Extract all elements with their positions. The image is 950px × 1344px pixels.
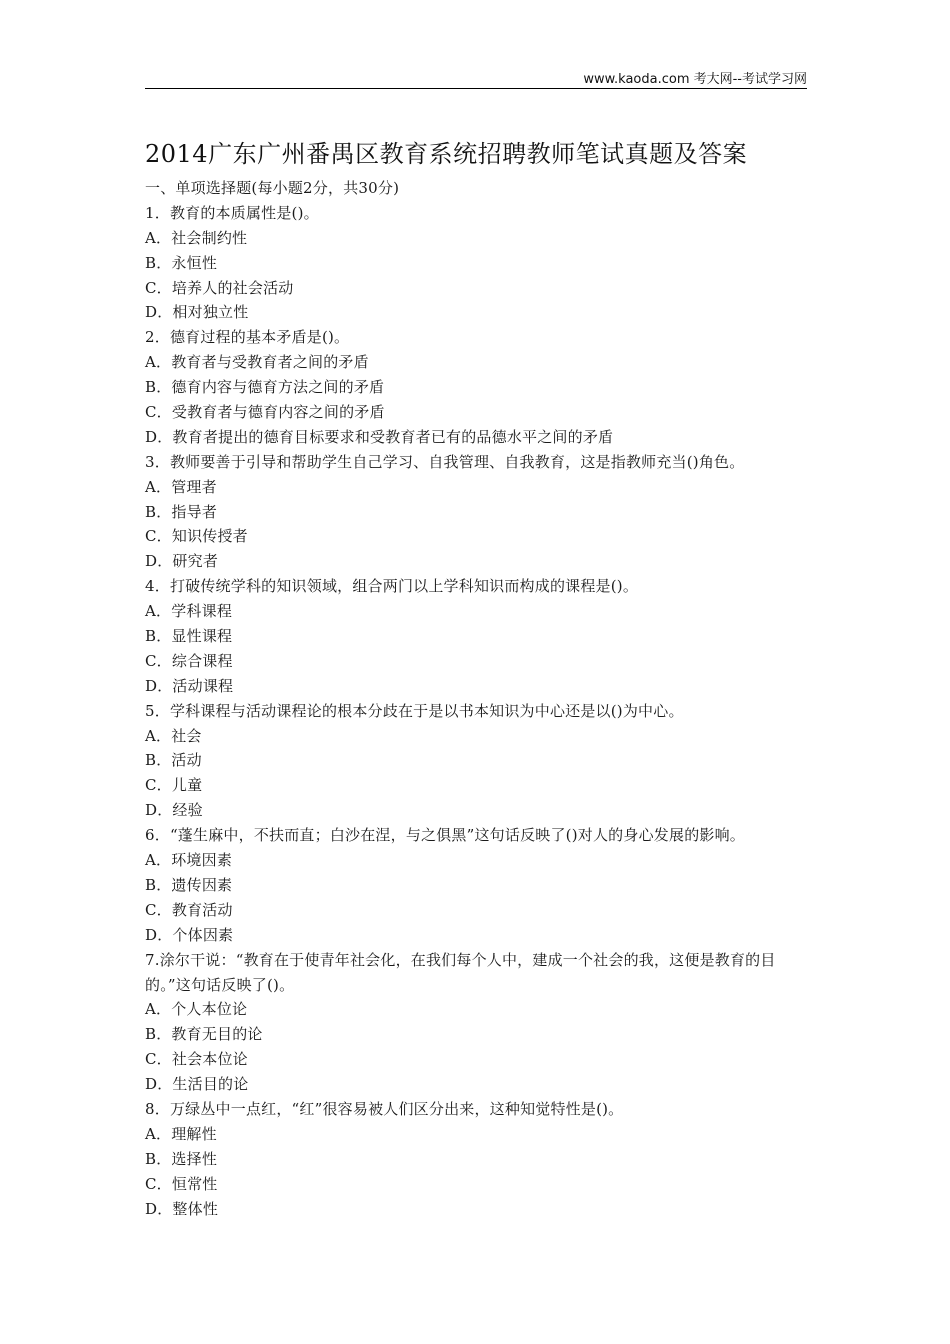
question-text: 2．德育过程的基本矛盾是()。 bbox=[145, 328, 350, 347]
answer-option: C．教育活动 bbox=[145, 900, 233, 919]
answer-option: D．相对独立性 bbox=[145, 303, 249, 322]
section-heading: 一、单项选择题(每小题2分，共30分) bbox=[145, 179, 400, 197]
answer-option: B．永恒性 bbox=[145, 253, 218, 272]
answer-option: A．教育者与受教育者之间的矛盾 bbox=[145, 353, 369, 372]
question-list bbox=[145, 201, 807, 1222]
header-site-text: www.kaoda.com 考大网--考试学习网 bbox=[583, 72, 807, 87]
answer-option: D．生活目的论 bbox=[145, 1075, 249, 1094]
answer-option: A．环境因素 bbox=[145, 851, 233, 870]
question-text: 5．学科课程与活动课程论的根本分歧在于是以书本知识为中心还是以()为中心。 bbox=[145, 701, 684, 720]
answer-option: A．学科课程 bbox=[145, 602, 233, 621]
answer-option: D．教育者提出的德育目标要求和受教育者已有的品德水平之间的矛盾 bbox=[145, 427, 614, 446]
answer-option: C．儿童 bbox=[145, 776, 203, 795]
answer-option: D．活动课程 bbox=[145, 676, 234, 695]
answer-option: B．活动 bbox=[145, 751, 202, 770]
document-body bbox=[145, 176, 807, 1221]
page-header bbox=[145, 66, 807, 89]
answer-option: B．指导者 bbox=[145, 502, 218, 521]
answer-option: A．个人本位论 bbox=[145, 1000, 248, 1019]
answer-option: C．知识传授者 bbox=[145, 527, 248, 546]
question-text: 7.涂尔干说：“教育在于使青年社会化，在我们每个人中，建成一个社会的我，这便是教育的目的。”这句话反映了()。 bbox=[145, 950, 776, 994]
answer-option: B．显性课程 bbox=[145, 627, 233, 646]
question-text: 6．“蓬生麻中，不扶而直；白沙在涅，与之俱黑”这句话反映了()对人的身心发展的影响。 bbox=[145, 826, 745, 845]
answer-option: C．培养人的社会活动 bbox=[145, 278, 294, 297]
answer-option: D．整体性 bbox=[145, 1199, 219, 1218]
answer-option: A．社会制约性 bbox=[145, 228, 248, 247]
question-text: 3．教师要善于引导和帮助学生自己学习、自我管理、自我教育，这是指教师充当()角色。 bbox=[145, 452, 745, 471]
answer-option: D．经验 bbox=[145, 801, 203, 820]
answer-option: A．理解性 bbox=[145, 1124, 217, 1143]
answer-option: C．受教育者与德育内容之间的矛盾 bbox=[145, 403, 385, 422]
answer-option: A．社会 bbox=[145, 726, 202, 745]
answer-option: B．选择性 bbox=[145, 1149, 218, 1168]
answer-option: D．个体因素 bbox=[145, 925, 234, 944]
answer-option: C．综合课程 bbox=[145, 651, 233, 670]
answer-option: A．管理者 bbox=[145, 477, 217, 496]
document-title: 2014广东广州番禺区教育系统招聘教师笔试真题及答案 bbox=[145, 140, 748, 168]
answer-option: C．恒常性 bbox=[145, 1174, 218, 1193]
question-text: 4．打破传统学科的知识领域，组合两门以上学科知识而构成的课程是()。 bbox=[145, 577, 639, 596]
answer-option: B．教育无目的论 bbox=[145, 1025, 263, 1044]
answer-option: B．德育内容与德育方法之间的矛盾 bbox=[145, 378, 385, 397]
answer-option: D．研究者 bbox=[145, 552, 219, 571]
question-text: 8．万绿丛中一点红，“红”很容易被人们区分出来，这种知觉特性是()。 bbox=[145, 1099, 624, 1118]
question-text: 1．教育的本质属性是()。 bbox=[145, 203, 319, 222]
answer-option: C．社会本位论 bbox=[145, 1050, 248, 1069]
answer-option: B．遗传因素 bbox=[145, 875, 233, 894]
